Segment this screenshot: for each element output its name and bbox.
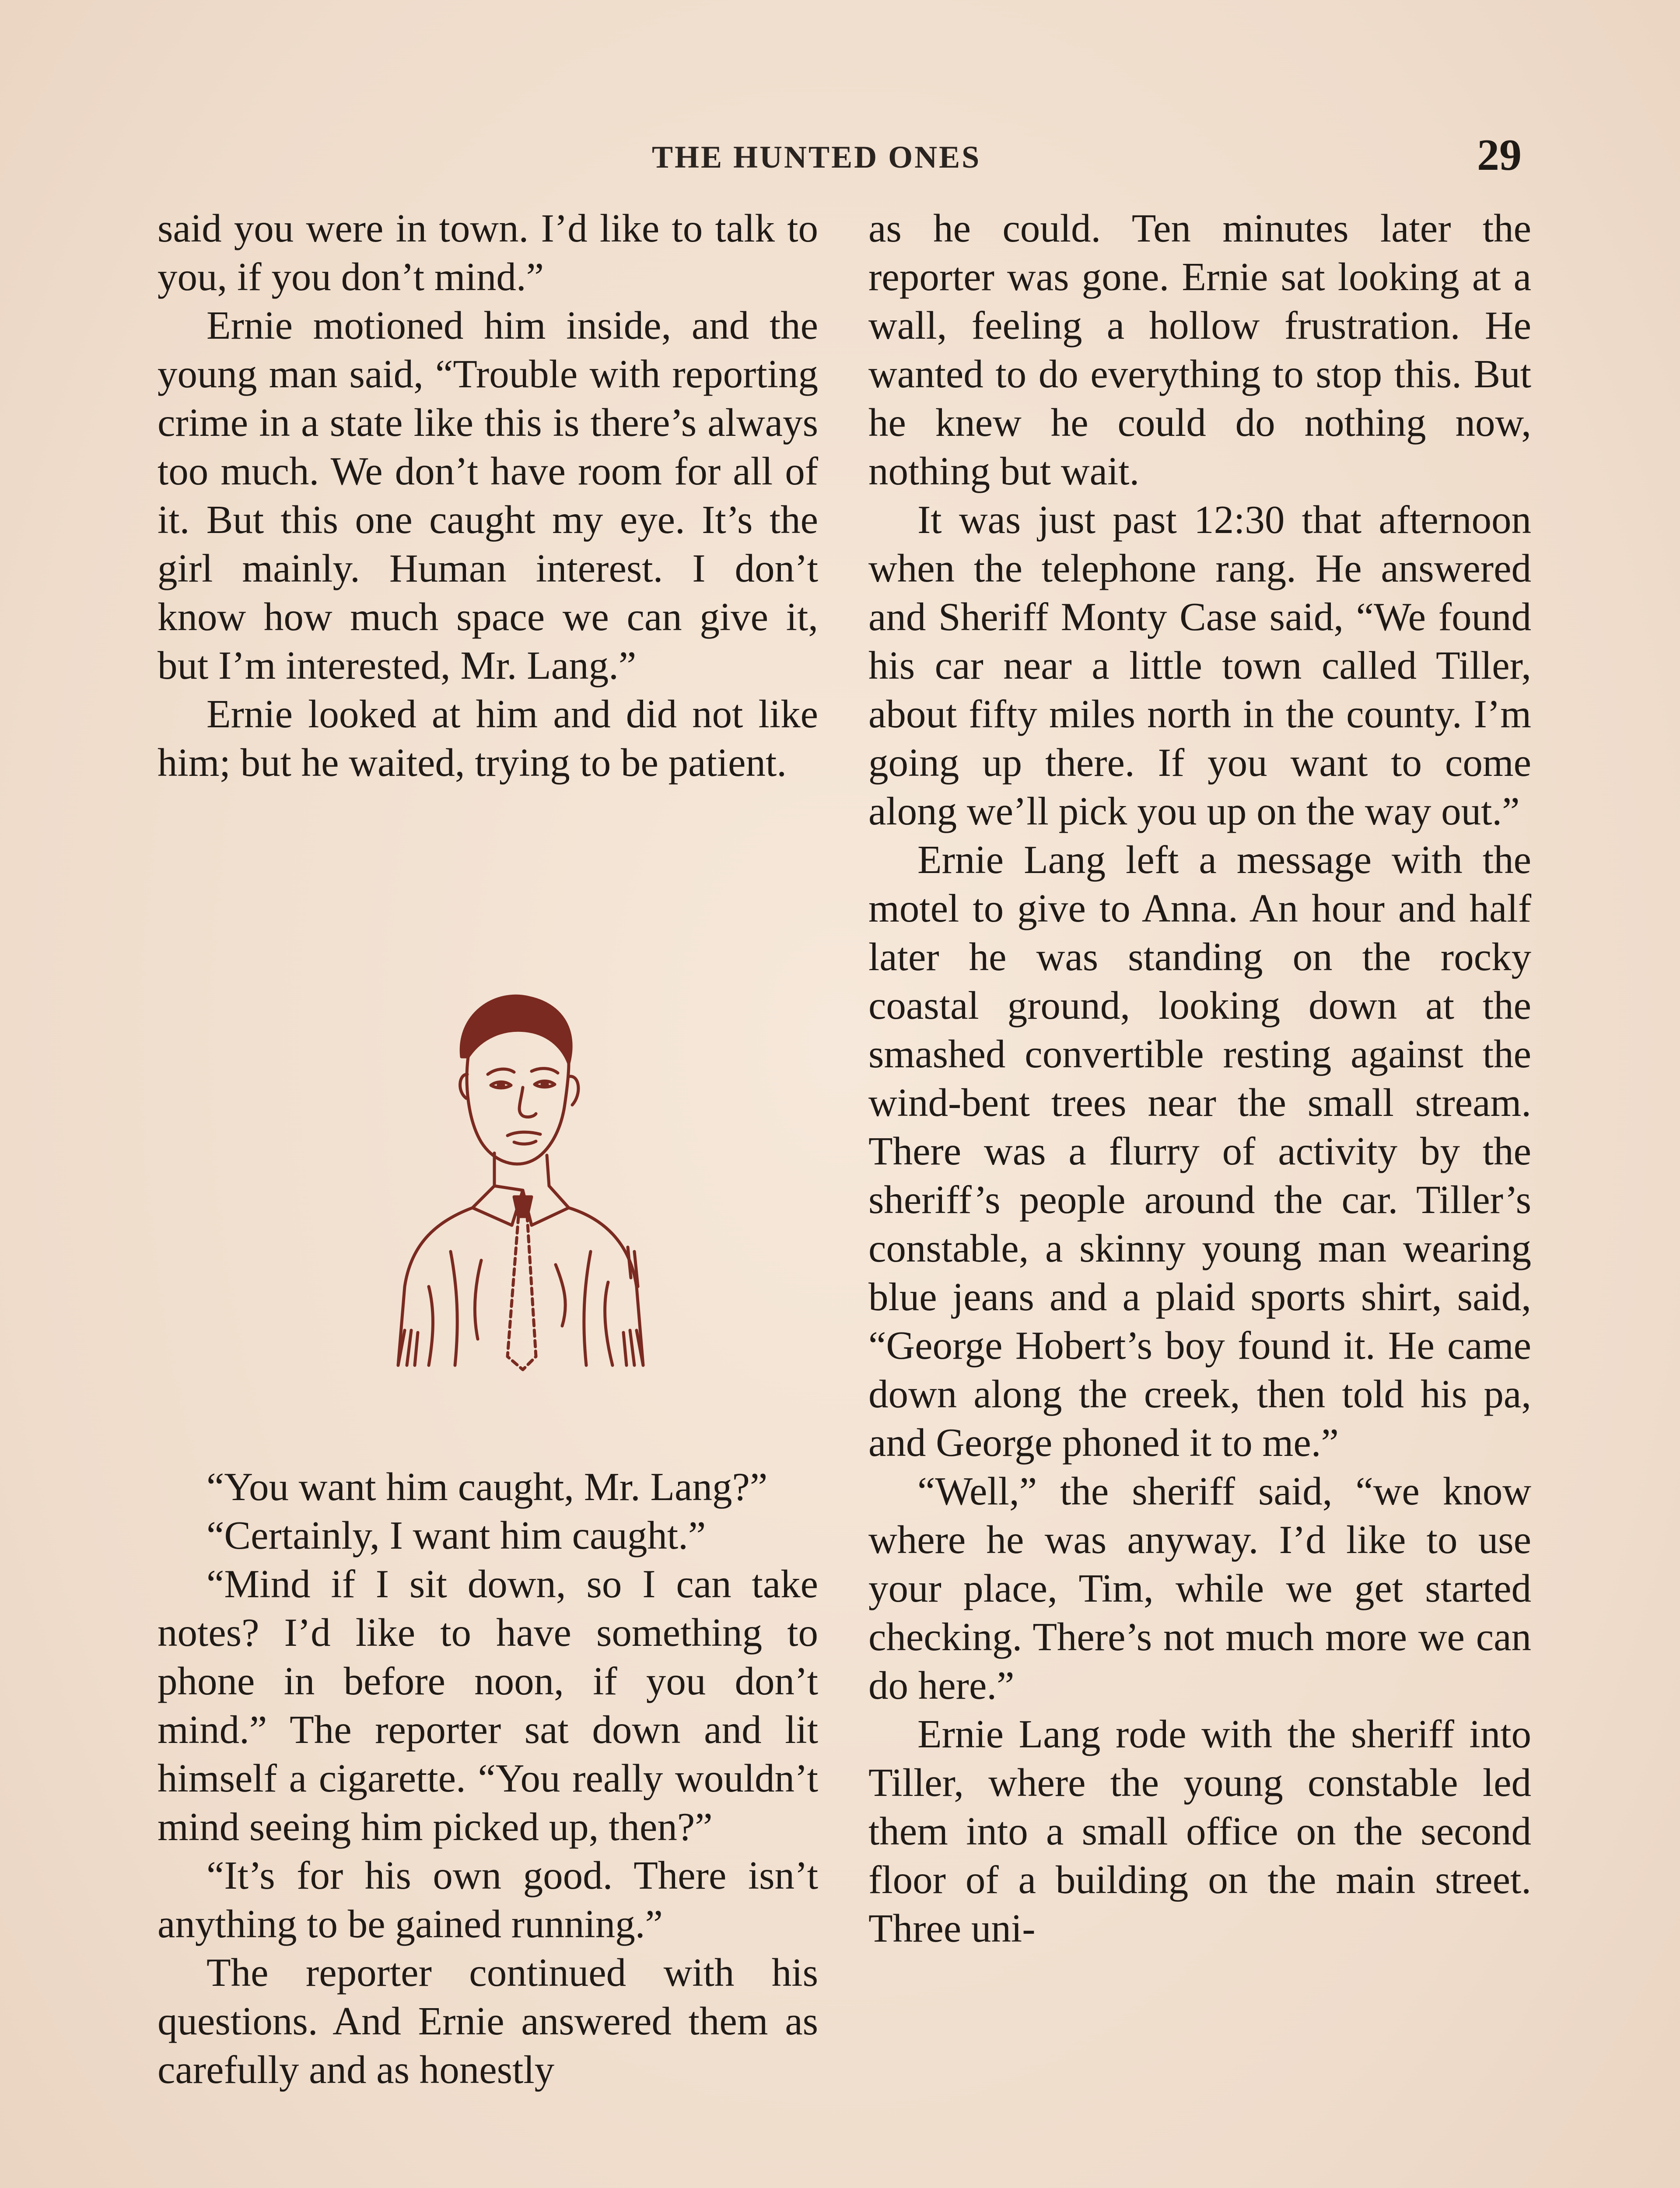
man-portrait-illustration [363, 980, 669, 1374]
paragraph: Ernie Lang left a message with the motel to give to Anna. An hour and half later he was standing on the rocky coastal ground, looking down at the smashed convertible resting against the wind-bent trees near the small stream. There was a flurry of activity by the sheriff’s people around the car. Tiller’s constable, a skinny young man wearing blue jeans and a plaid sports shirt, said, “George Hobert’s boy found it. He came down along the creek, then told his pa, and George phoned it to me.” [868, 838, 1531, 1465]
left-column-top [158, 204, 818, 787]
paragraph: The reporter continued with his questions. And Ernie answered them as carefully and as honestly [158, 1950, 818, 2092]
right-column [868, 204, 1531, 1953]
paragraph: “Mind if I sit down, so I can take notes? I’d like to have something to phone in before noon, if you don’t mind.” The reporter sat down and lit himself a cigarette. “You really wouldn’t mind seeing him picked up, then?” [158, 1562, 818, 1849]
left-column-bottom [158, 1462, 818, 2094]
paragraph: Ernie looked at him and did not like him; but he waited, trying to be patient. [158, 692, 818, 785]
paragraph: Ernie Lang rode with the sheriff into Tiller, where the young constable led them into a small office on the second floor of a building on the main street. Three uni- [868, 1712, 1531, 1950]
paragraph: Ernie motioned him inside, and the young man said, “Trouble with reporting crime in a state like this is there’s always too much. We don’t have room for all of it. But this one caught my eye. It’s the girl mainly. Human interest. I don’t know how much space we can give it, but I’m interested, Mr. Lang.” [158, 303, 818, 687]
running-head: THE HUNTED ONES [652, 140, 981, 175]
paragraph: “Well,” the sheriff said, “we know where he was anyway. I’d like to use your place, Tim, while we get started checking. There’s not much more we can do here.” [868, 1469, 1531, 1708]
paragraph: It was just past 12:30 that afternoon when the telephone rang. He answered and Sheriff Monty Case said, “We found his car near a little town called Tiller, about fifty miles north in the county. I’m going up there. If you want to come along we’ll pick you up on the way out.” [868, 498, 1531, 833]
paragraph: as he could. Ten minutes later the reporter was gone. Ernie sat looking at a wall, feeling a hollow frustration. He wanted to do everything to stop this. But he knew he could do nothing now, nothing but wait. [868, 206, 1531, 493]
paragraph: “It’s for his own good. There isn’t anything to be gained running.” [158, 1853, 818, 1946]
paragraph: “Certainly, I want him caught.” [206, 1513, 706, 1557]
page-number: 29 [1477, 130, 1522, 180]
paragraph: said you were in town. I’d like to talk to you, if you don’t mind.” [158, 206, 818, 299]
paragraph: “You want him caught, Mr. Lang?” [206, 1465, 768, 1509]
